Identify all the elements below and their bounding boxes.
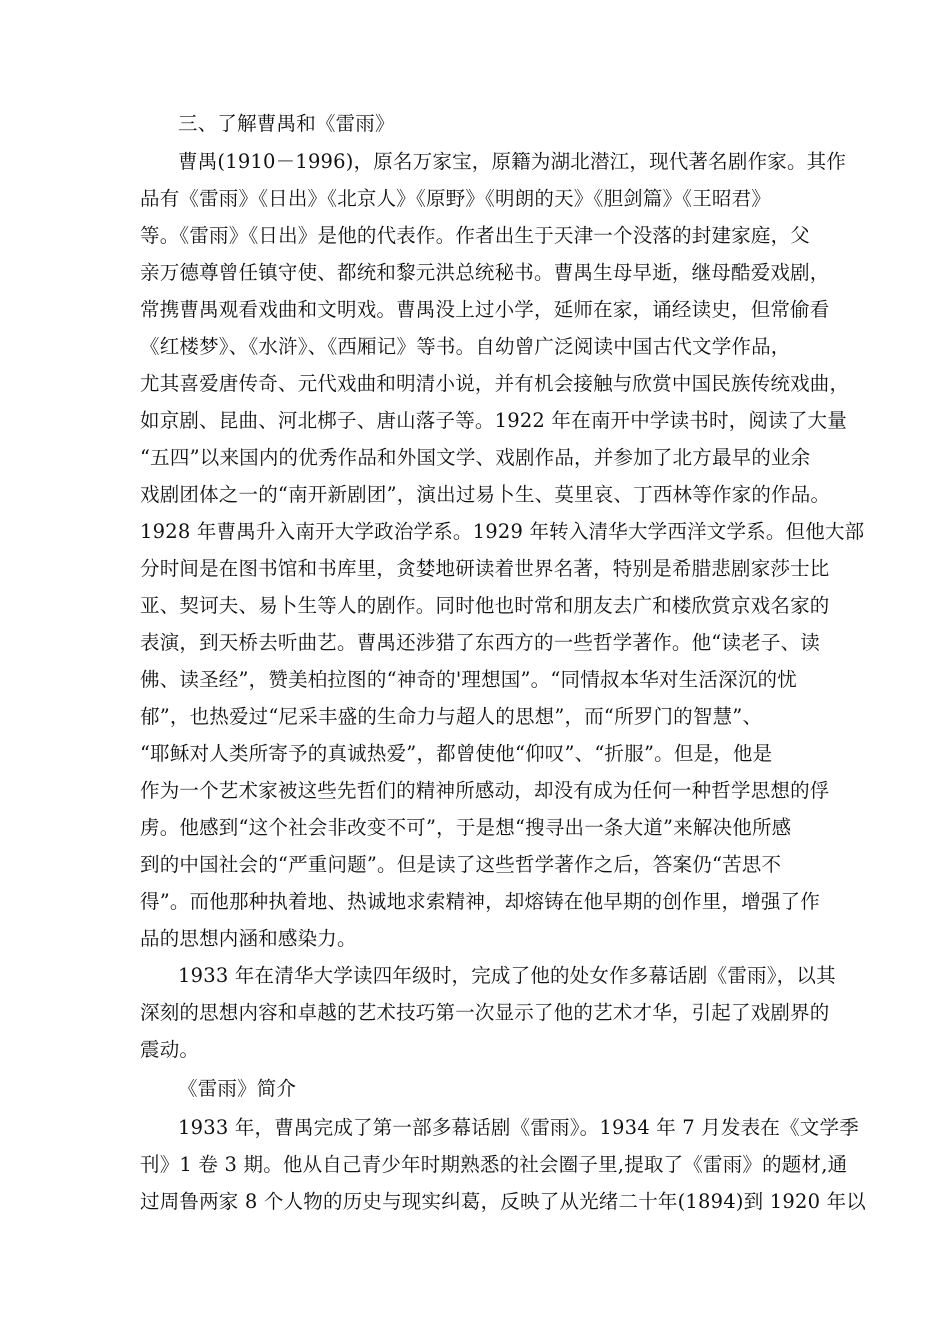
paragraph-line: 品的思想内涵和感染力。 [140,927,357,950]
paragraph-line: 戏剧团体之一的“南开新剧团”，演出过易卜生、莫里哀、丁西林等作家的作品。 [140,483,831,506]
paragraph-line: 1933 年在清华大学读四年级时，完成了他的处女作多幕话剧《雷雨》，以其 [178,964,836,987]
paragraph-line: 品有《雷雨》《日出》《北京人》《原野》《明朗的天》《胆剑篇》《王昭君》 [140,187,772,210]
paragraph-line: 亲万德尊曾任镇守使、都统和黎元洪总统秘书。曹禺生母早逝，继母酷爱戏剧， [140,261,830,284]
paragraph-line: 刊》1 卷 3 期。他从自己青少年时期熟悉的社会圈子里,提取了《雷雨》的题材,通 [140,1153,848,1176]
paragraph-line: 分时间是在图书馆和书库里，贪婪地研读着世界名著，特别是希腊悲剧家莎士比 [140,557,830,580]
paragraph-line: 佛、读圣经”，赞美柏拉图的“神奇的'理想国”。“同情叔本华对生活深沉的忧 [140,668,797,691]
paragraph-line: 曹禺(1910－1996)，原名万家宝，原籍为湖北潜江，现代著名剧作家。其作 [178,150,847,173]
paragraph-line: 到的中国社会的“严重问题”。但是读了这些哲学著作之后，答案仍“苦思不 [140,853,782,876]
paragraph-line: “五四”以来国内的优秀作品和外国文学、戏剧作品，并参加了北方最早的业余 [140,446,811,469]
paragraph-line: 如京剧、昆曲、河北梆子、唐山落子等。1922 年在南开中学读书时，阅读了大量 [140,409,847,432]
paragraph-line: 震动。 [140,1038,200,1061]
paragraph-line: 亚、契诃夫、易卜生等人的剧作。同时他也时常和朋友去广和楼欣赏京戏名家的 [140,594,830,617]
paragraph-line: 常携曹禺观看戏曲和文明戏。曹禺没上过小学，延师在家，诵经读史，但常偷看 [140,298,830,321]
paragraph-line: 表演，到天桥去听曲艺。曹禺还涉猎了东西方的一些哲学著作。他“读老子、读 [140,631,820,654]
paragraph-line: 得”。而他那种执着地、热诚地求索精神，却熔铸在他早期的创作里，增强了作 [140,890,820,913]
paragraph-line: “耶稣对人类所寄予的真诚热爱”，都曾使他“仰叹”、“折服”。但是，他是 [140,742,773,765]
section-heading: 三、了解曹禺和《雷雨》 [178,112,395,135]
paragraph-line: 深刻的思想内容和卓越的艺术技巧第一次显示了他的艺术才华，引起了戏剧界的 [140,1001,830,1024]
subheading: 《雷雨》简介 [178,1077,297,1100]
paragraph-line: 1933 年，曹禺完成了第一部多幕话剧《雷雨》。1934 年 7 月发表在《文学季 [178,1116,859,1139]
paragraph-line: 郁”，也热爱过“尼采丰盛的生命力与超人的思想”，而“所罗门的智慧”、 [140,705,763,728]
paragraph-line: 过周鲁两家 8 个人物的历史与现实纠葛，反映了从光绪二十年(1894)到 1920 年以 [140,1190,866,1213]
paragraph-line: 虏。他感到“这个社会非改变不可”，于是想“搜寻出一条大道”来解决他所感 [140,816,792,839]
paragraph-line: 1928 年曹禺升入南开大学政治学系。1929 年转入清华大学西洋文学系。但他大部 [140,520,865,543]
paragraph-line: 等。《雷雨》《日出》是他的代表作。作者出生于天津一个没落的封建家庭，父 [140,224,811,247]
paragraph-line: 作为一个艺术家被这些先哲们的精神所感动，却没有成为任何一种哲学思想的俘 [140,779,830,802]
paragraph-line: 《红楼梦》、《水浒》、《西厢记》等书。自幼曾广泛阅读中国古代文学作品， [140,335,791,358]
paragraph-line: 尤其喜爱唐传奇、元代戏曲和明清小说，并有机会接触与欣赏中国民族传统戏曲， [140,372,850,395]
